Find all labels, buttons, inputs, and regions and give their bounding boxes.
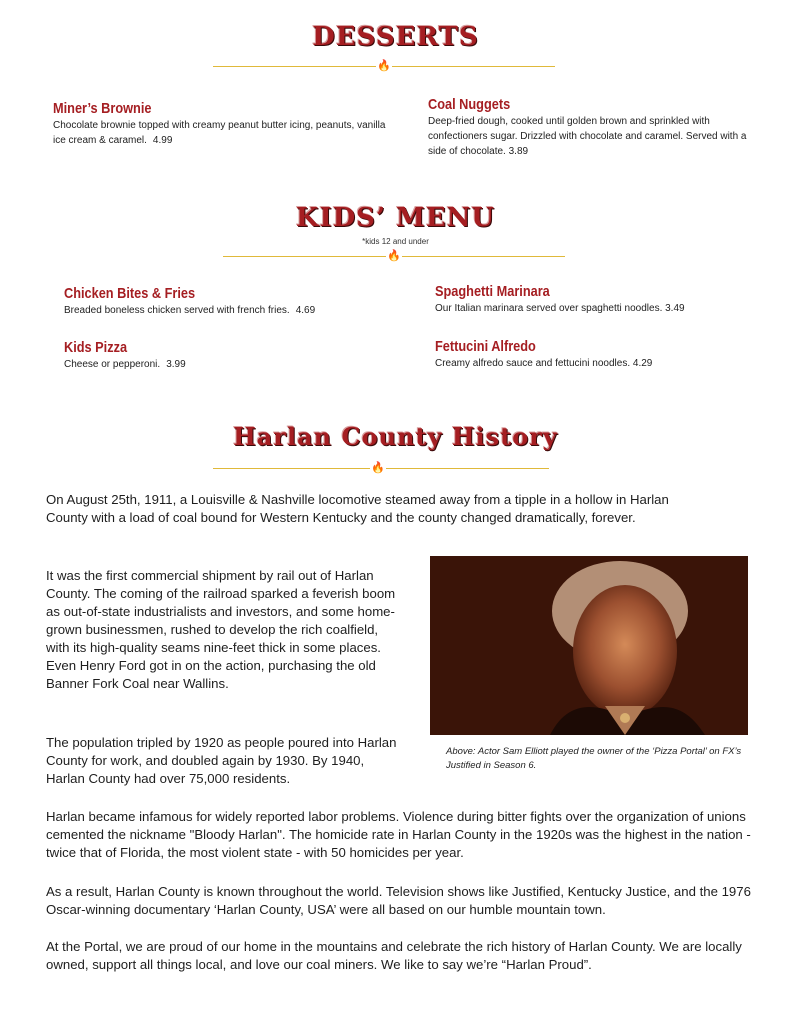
item-name: Fettucini Alfredo — [435, 338, 536, 355]
item-price: 4.29 — [632, 358, 653, 369]
kids-menu-title: KIDS’ MENU — [295, 203, 496, 233]
item-name: Kids Pizza — [64, 339, 128, 356]
flame-icon: 🔥 — [371, 462, 385, 474]
flame-icon: 🔥 — [377, 60, 391, 72]
history-paragraph: The population tripled by 1920 as people poured into Harlan County for work, and doubled again by 1930. By 1940, Harlan County had over 75,000 residents. — [46, 735, 397, 786]
history-paragraph: On August 25th, 1911, a Louisville & Nashville locomotive steamed away from a tipple in a hollow in Harlan County with a load of coal bound for Western Kentucky and the county changed dramatically, forever. — [46, 492, 669, 525]
history-paragraph: Harlan became infamous for widely reported labor problems. Violence during bitter fights over the organization of unions cemented the nickname "Bloody Harlan". The homicide rate in Harlan County in the 1920s was the highest in the nation - twice that of Florida, the most violent state - with 50 homicides per year. — [46, 809, 751, 860]
portrait-illustration — [430, 556, 748, 735]
history-title: Harlan County History — [233, 422, 558, 451]
history-paragraph: At the Portal, we are proud of our home in the mountains and celebrate the rich history of Harlan County. We are locally owned, support all things local, and love our coal miners. We like to say we’re “Harlan Proud”. — [46, 939, 742, 972]
item-name: Chicken Bites & Fries — [64, 285, 196, 302]
item-price: 3.99 — [166, 359, 186, 370]
kids-item-pizza — [64, 339, 394, 372]
item-description: Creamy alfredo sauce and fettucini noodles. — [435, 358, 631, 369]
kids-item-chicken-bites — [64, 285, 394, 318]
kids-item-fettucini — [435, 338, 765, 371]
item-description: Deep-fried dough, cooked until golden brown and sprinkled with confectioners sugar. Drizzled with chocolate and caramel. Served with a side of chocolate. — [428, 116, 747, 157]
dessert-item-brownie — [53, 100, 393, 148]
item-price: 3.89 — [508, 146, 529, 157]
item-description: Chocolate brownie topped with creamy peanut butter icing, peanuts, vanilla ice cream & caramel. — [53, 120, 386, 146]
kids-item-spaghetti — [435, 283, 765, 316]
history-paragraph: It was the first commercial shipment by rail out of Harlan County. The coming of the railroad sparked a feverish boom as out-of-state industrialists and investors, and some home-grown businessmen, rushed to develop the rich coalfield, with its high-quality seams nine-feet thick in some places. Even Henry Ford got in on the action, purchasing the old Banner Fork Coal near Wallins. — [46, 568, 396, 691]
item-price: 4.69 — [295, 305, 316, 316]
item-price: 3.49 — [665, 303, 685, 314]
desserts-title: DESSERTS — [312, 22, 479, 52]
item-description: Our Italian marinara served over spaghetti noodles. — [435, 303, 663, 314]
dessert-item-coal-nuggets — [428, 96, 748, 159]
item-description: Breaded boneless chicken served with french fries. — [64, 305, 290, 316]
history-paragraph: As a result, Harlan County is known throughout the world. Television shows like Justified, Kentucky Justice, and the 1976 Oscar-winning documentary ‘Harlan County, USA’ were all based on our humble mountain town. — [46, 884, 751, 917]
kids-age-note: *kids 12 and under — [362, 237, 429, 246]
flame-icon: 🔥 — [387, 250, 401, 262]
item-name: Spaghetti Marinara — [435, 283, 550, 300]
item-name: Coal Nuggets — [428, 96, 511, 113]
item-name: Miner’s Brownie — [53, 100, 152, 117]
item-price: 4.99 — [152, 135, 173, 146]
item-description: Cheese or pepperoni. — [64, 359, 161, 370]
sam-elliott-photo — [430, 556, 748, 735]
photo-caption: Above: Actor Sam Elliott played the owner of the ‘Pizza Portal’ on FX’s Justified in Season 6. — [446, 746, 742, 771]
